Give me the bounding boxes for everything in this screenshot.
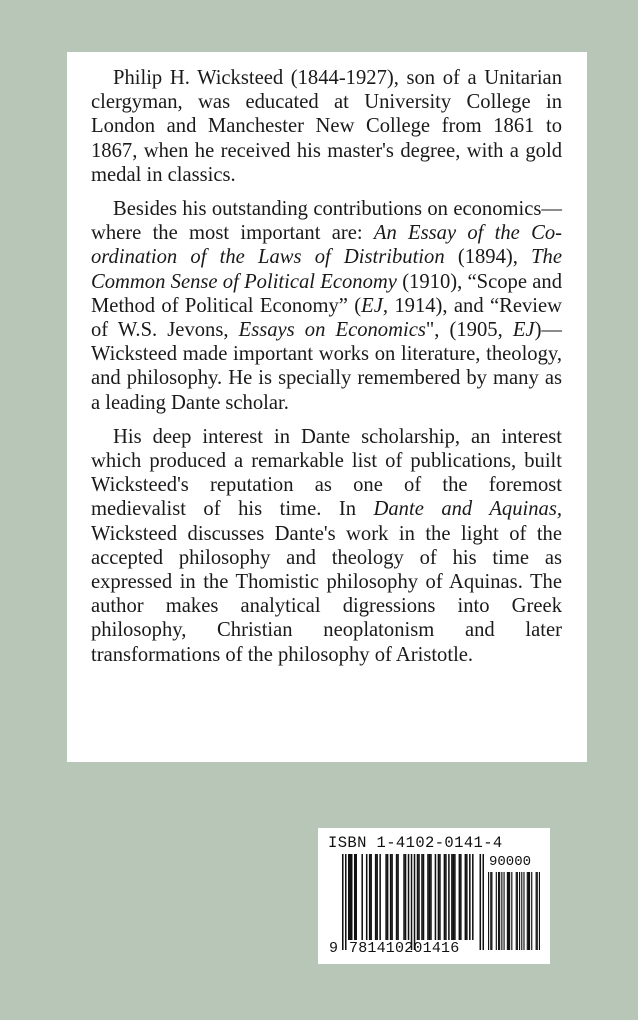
addon-bar [536, 872, 537, 950]
barcode-bar [397, 854, 399, 940]
title-dante-aquinas: Dante and Aquinas, [373, 498, 562, 521]
addon-bar [537, 872, 538, 950]
addon-bar [509, 872, 510, 950]
barcode-bar [375, 854, 377, 940]
barcode-bar [376, 854, 378, 940]
addon-bar [529, 872, 530, 950]
addon-bar [499, 872, 500, 950]
barcode-bar [348, 854, 350, 940]
barcode-bar [369, 854, 371, 940]
barcode-bar [445, 854, 447, 940]
addon-bar [501, 872, 502, 950]
barcode-bar [439, 854, 441, 940]
barcode-bar [453, 854, 455, 940]
barcode-bar [396, 854, 398, 940]
barcode-bar [418, 854, 420, 940]
barcode-digits: 781410201416 [349, 940, 460, 957]
barcode-bar [342, 854, 344, 950]
barcode-bar [427, 854, 429, 940]
addon-bar [521, 872, 522, 950]
addon-bar [531, 872, 532, 950]
blurb-p2-text-1: Besides his outstanding contributions on economics—where the most important are: [91, 198, 562, 245]
title-common-sense: The Common Sense of Political Economy [91, 246, 562, 293]
barcode-bar [444, 854, 446, 940]
barcode-bar [483, 854, 484, 950]
barcode-bar [351, 854, 353, 940]
blurb-p1-text: Philip H. Wicksteed (1844-1927), son of a Unitarian clergyman, was educated at University College in London and Manchester New College from 1861 to 1867, when he received his master's degree, with a gold medal in classics. [91, 67, 562, 186]
addon-bar [490, 872, 491, 950]
blurb-p2-text-5: ", (1905, [425, 319, 513, 342]
addon-bar [503, 872, 504, 950]
addon-bar [516, 872, 517, 950]
barcode-bar [430, 854, 432, 940]
addon-bar [511, 872, 512, 950]
addon-bar [517, 872, 518, 950]
barcode-bar [417, 854, 419, 940]
barcode-bar [480, 854, 482, 950]
barcode-bar [411, 854, 413, 950]
barcode-bar [469, 854, 471, 940]
blurb-paragraph-3 [91, 425, 562, 667]
barcode-bar [387, 854, 389, 940]
blurb-paragraph-2 [91, 197, 562, 415]
addon-bar [527, 872, 528, 950]
barcode-bar [405, 854, 407, 940]
isbn-label: ISBN 1-4102-0141-4 [328, 834, 503, 852]
blurb-p2-text-3: (1910), “Scope and Method of Political Economy” ( [91, 270, 562, 317]
barcode-bar [354, 854, 356, 940]
barcode-bar [355, 854, 357, 940]
barcode-bar [465, 854, 467, 940]
addon-bar [523, 872, 524, 950]
barcode-bar [448, 854, 450, 940]
addon-bar [496, 872, 497, 950]
barcode-bar [459, 854, 461, 940]
blurb-p3-text-2: Wicksteed discusses Dante's work in the light of the accepted philosophy and theology of his time as expressed in the Thomistic philosophy of Aquinas. The author makes analytical digressions into Greek philosophy, Christian neoplatonism and later transformations of the philosophy of Aristotle. [91, 522, 562, 666]
journal-ej-2: EJ [512, 319, 535, 342]
title-essays-economics: Essays on Economics [238, 319, 426, 342]
barcode-bar [423, 854, 425, 940]
addon-bar [488, 872, 489, 950]
blurb-p2-text-2: (1894), [444, 246, 532, 269]
barcode-bar [379, 854, 381, 940]
barcode-lead-digit: 9 [329, 940, 339, 957]
barcode-bar [429, 854, 431, 940]
addon-bar [508, 872, 509, 950]
barcode-bar [361, 854, 363, 940]
barcode-bar [435, 854, 437, 940]
price-code: 90000 [489, 854, 532, 870]
barcode-bar [414, 854, 416, 950]
barcode-bar [451, 854, 453, 940]
addon-bar [491, 872, 492, 950]
barcode-bar [349, 854, 351, 940]
barcode-bar [466, 854, 468, 940]
barcode-bar [391, 854, 393, 940]
barcode-bar [421, 854, 423, 940]
blurb-paragraph-1 [91, 66, 562, 187]
title-essay-coordination: An Essay of the Co-ordination of the Laws of Distribution [91, 222, 562, 269]
barcode-bar [390, 854, 392, 940]
blurb-p2-text-6: )—Wicksteed made important works on literature, theology, and philosophy. He is specially remembered by many as a leading Dante scholar. [91, 319, 563, 414]
journal-ej-1: EJ, [361, 294, 389, 317]
barcode-bar [345, 854, 347, 950]
barcode-bar [438, 854, 440, 940]
addon-bar [519, 872, 520, 950]
addon-bar [539, 872, 540, 950]
barcode-bar [408, 854, 410, 940]
barcode-bar [460, 854, 462, 940]
addon-bar [498, 872, 499, 950]
barcode-bar [366, 854, 368, 940]
blurb-panel [67, 52, 587, 762]
barcode-bar [385, 854, 387, 940]
ean13-barcode [342, 854, 484, 950]
addon-bar [507, 872, 508, 950]
barcode-bar [403, 854, 405, 940]
blurb-p2-text-4: 1914), and “Review of W.S. Jevons, [91, 294, 562, 342]
price-addon-barcode [488, 872, 540, 950]
barcode-panel [318, 828, 550, 964]
addon-bar [528, 872, 529, 950]
barcode-bar [370, 854, 372, 940]
barcode-bar [472, 854, 474, 940]
barcode-bar [454, 854, 456, 940]
blurb-p3-text-1: His deep interest in Dante scholarship, an interest which produced a remarkable list of publications, built Wicksteed's reputation as one of the foremost medievalist of his time. In [91, 425, 562, 521]
